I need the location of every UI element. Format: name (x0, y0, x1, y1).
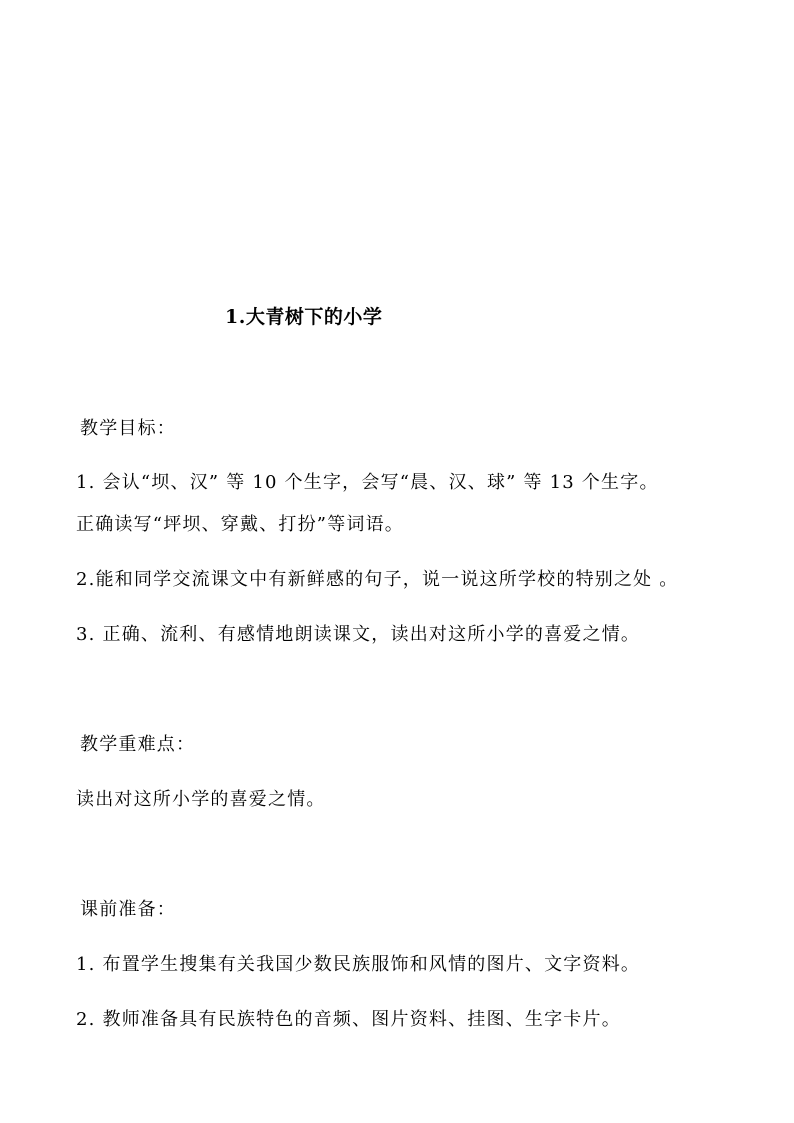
section-heading-objectives: 教学目标： (80, 418, 176, 439)
preparation-line-1: 1. 布置学生搜集有关我国少数民族服饰和风情的图片、文字资料。 (76, 954, 641, 975)
section-heading-key-points: 教学重难点： (80, 734, 196, 755)
objective-line-2: 2.能和同学交流课文中有新鲜感的句子，说一说这所学校的特别之处 。 (76, 569, 679, 590)
preparation-line-2: 2. 教师准备具有民族特色的音频、图片资料、挂图、生字卡片。 (76, 1009, 621, 1030)
section-heading-preparation: 课前准备： (80, 899, 176, 920)
key-point-line-1: 读出对这所小学的喜爱之情。 (76, 789, 326, 810)
objective-line-1-continued: 正确读写“坪坝、穿戴、打扮”等词语。 (76, 514, 405, 535)
document-title: 1.大青树下的小学 (225, 306, 383, 328)
objective-line-3: 3. 正确、流利、有感情地朗读课文，读出对这所小学的喜爱之情。 (76, 624, 641, 645)
objective-line-1: 1. 会认“坝、汉” 等 10 个生字，会写“晨、汉、球” 等 13 个生字。 (76, 472, 659, 493)
